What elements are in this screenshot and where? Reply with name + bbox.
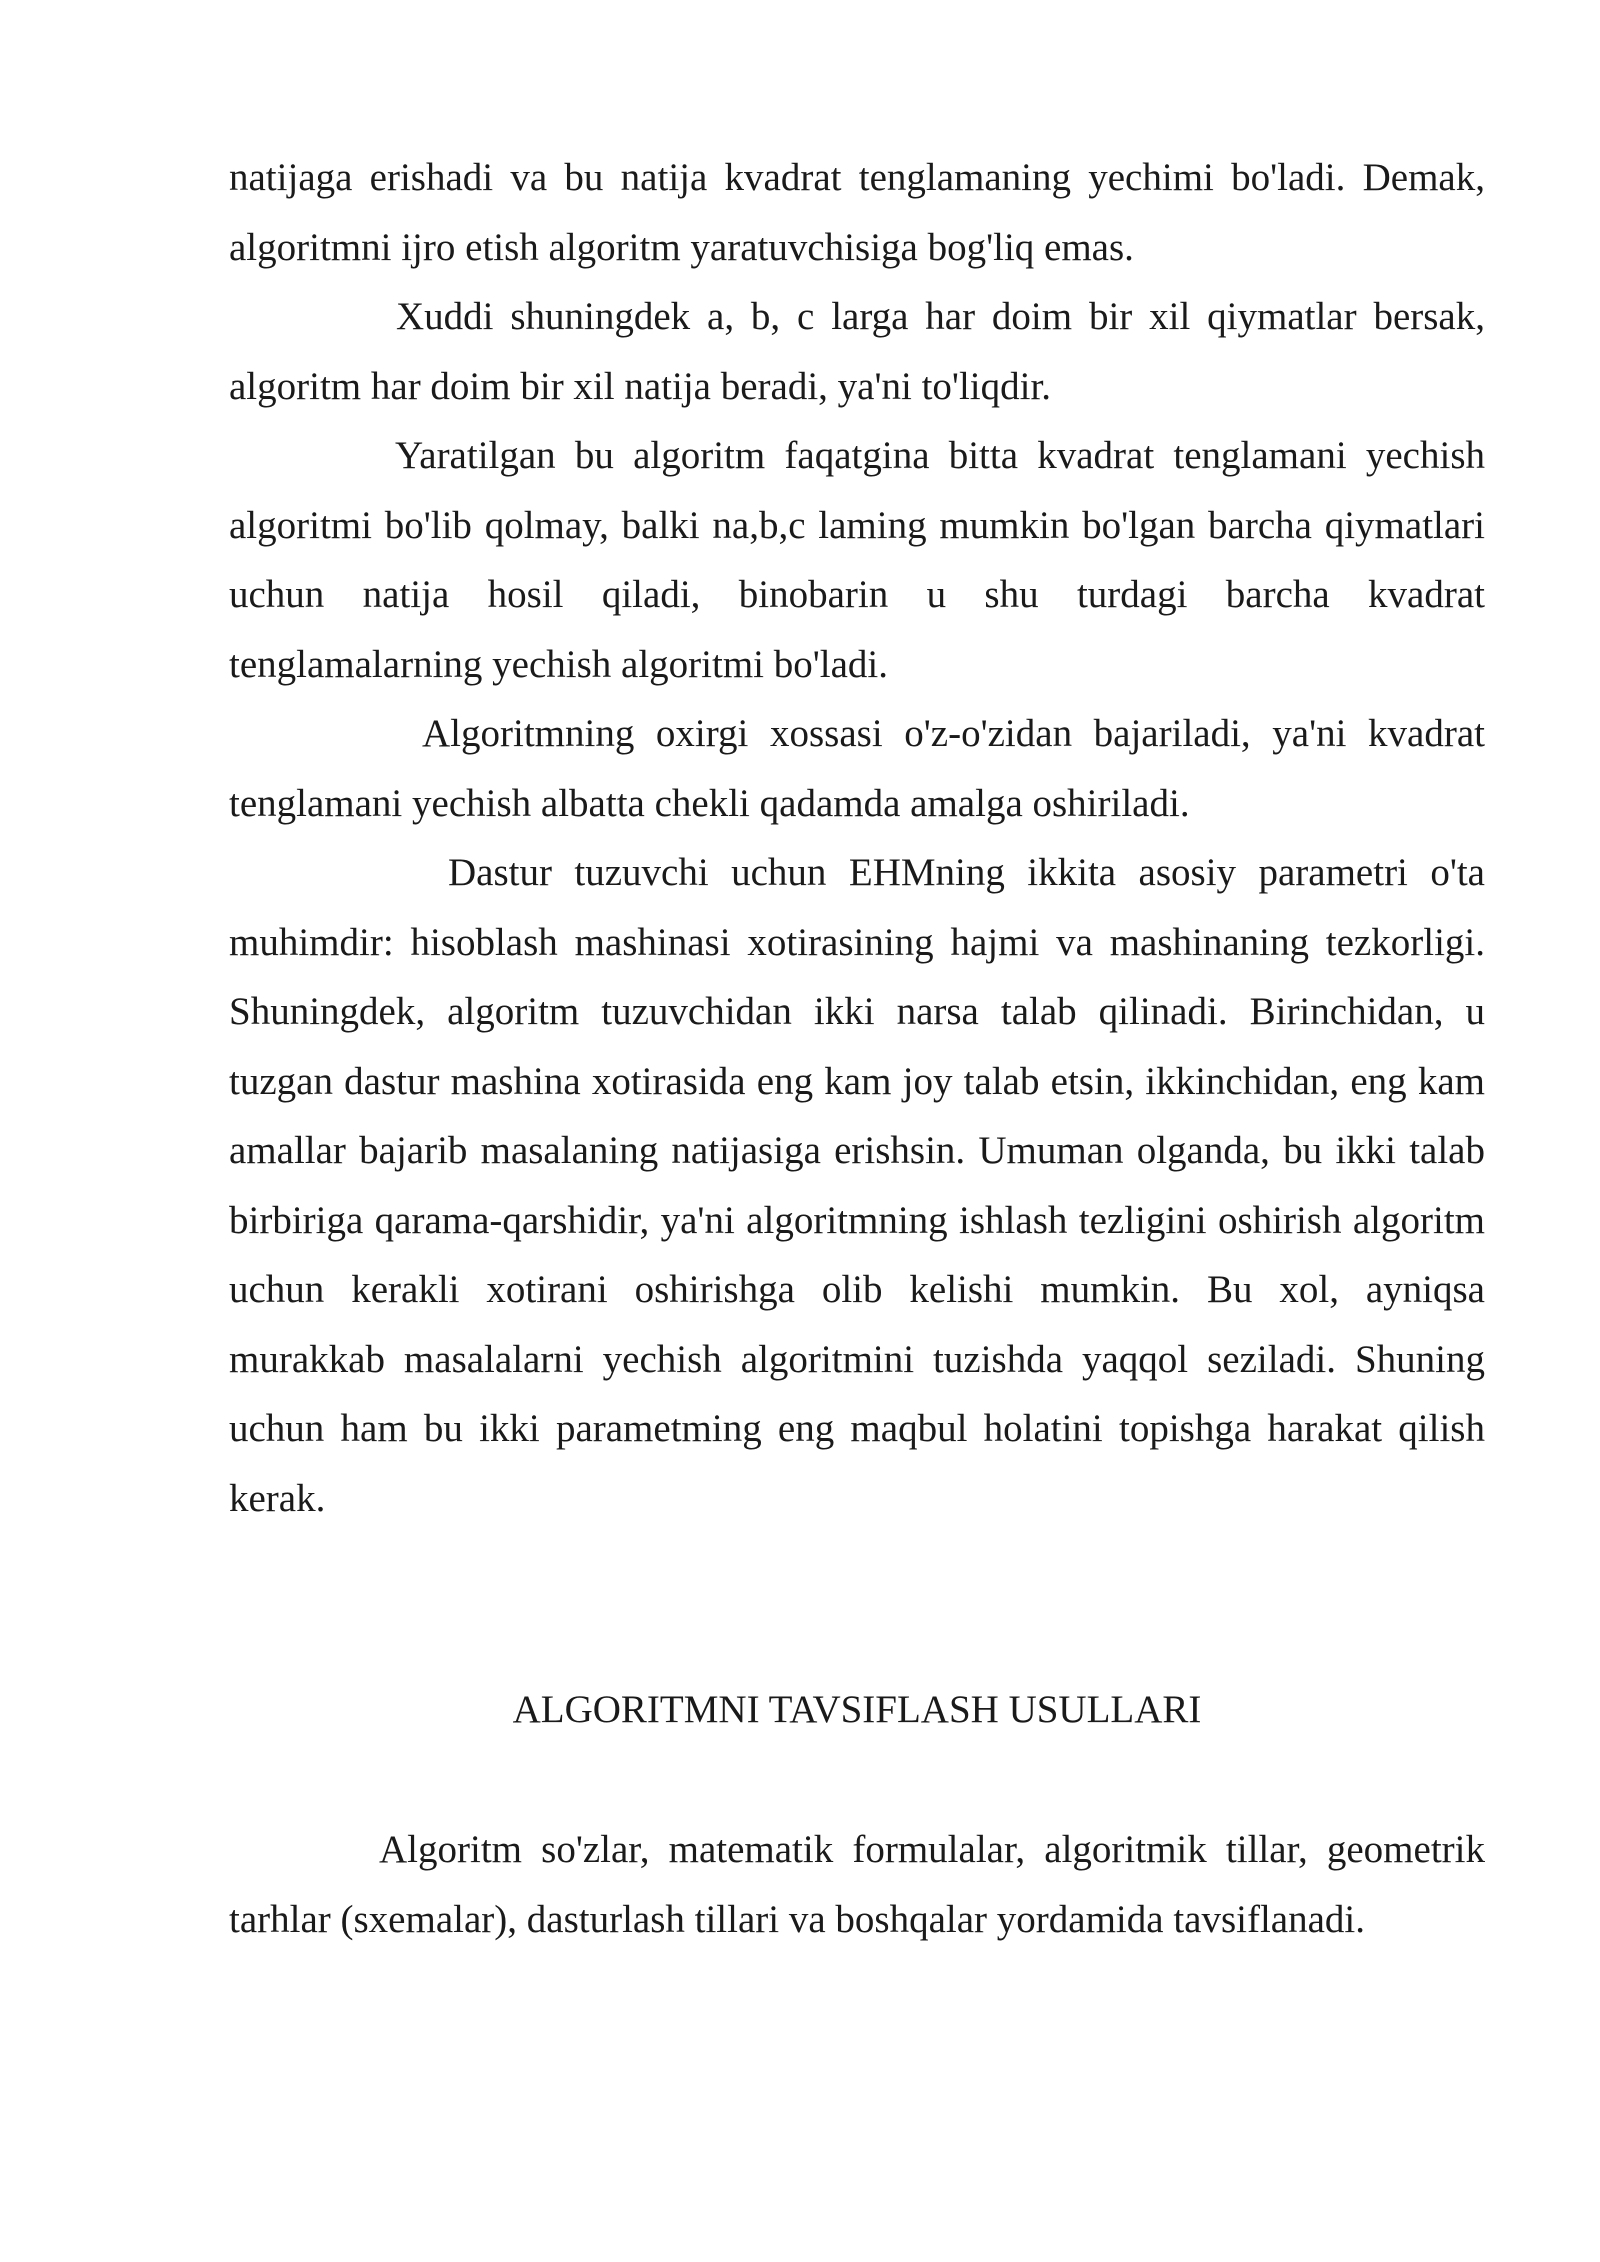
- paragraph-finiteness: Algoritmning oxirgi xossasi o'z-o'zidan bajariladi, ya'ni kvadrat tenglamani yechish albatta chekli qadamda amalga oshiriladi.: [229, 712, 1485, 825]
- paragraph-determinism: Xuddi shuningdek a, b, c larga har doim bir xil qiymatlar bersak, algoritm har doim bir xil natija beradi, ya'ni to'liqdir.: [229, 295, 1485, 408]
- document-body: [229, 143, 1485, 1533]
- paragraph-description-methods: Algoritm so'zlar, matematik formulalar, algoritmik tillar, geometrik tarhlar (sxemalar), dasturlash tillari va boshqalar yordamida tavsiflanadi.: [229, 1828, 1485, 1941]
- paragraph-parameters: Dastur tuzuvchi uchun EHMning ikkita asosiy parametri o'ta muhimdir: hisoblash mashinasi xotirasining hajmi va mashinaning tezkorligi. Shuningdek, algoritm tuzuvchidan ikki narsa talab qilinadi. Birinchidan, u tuzgan dastur mashina xotirasida eng kam joy talab etsin, ikkinchidan, eng kam amallar bajarib masalaning natijasiga erishsin. Umuman olganda, bu ikki talab birbiriga qarama-qarshidir, ya'ni algoritmning ishlash tezligini oshirish algoritm uchun kerakli xotirani oshirishga olib kelishi mumkin. Bu xol, ayniqsa murakkab masalalarni yechish algoritmini tuzishda yaqqol seziladi. Shuning uchun ham bu ikki parametming eng maqbul holatini topishga harakat qilish kerak.: [229, 851, 1485, 1520]
- paragraph-generality: Yaratilgan bu algoritm faqatgina bitta kvadrat tenglamani yechish algoritmi bo'lib qolmay, balki na,b,c laming mumkin bo'lgan barcha qiymatlari uchun natija hosil qiladi, binobarin u shu turdagi barcha kvadrat tenglamalarning yechish algoritmi bo'ladi.: [229, 434, 1485, 686]
- section-heading: ALGORITMNI TAVSIFLASH USULLARI: [512, 1688, 1202, 1731]
- section-body: [229, 1815, 1485, 1954]
- paragraph-continuation: natijaga erishadi va bu natija kvadrat tenglamaning yechimi bo'ladi. Demak, algoritmni ijro etish algoritm yaratuvchisiga bog'liq emas.: [229, 156, 1485, 269]
